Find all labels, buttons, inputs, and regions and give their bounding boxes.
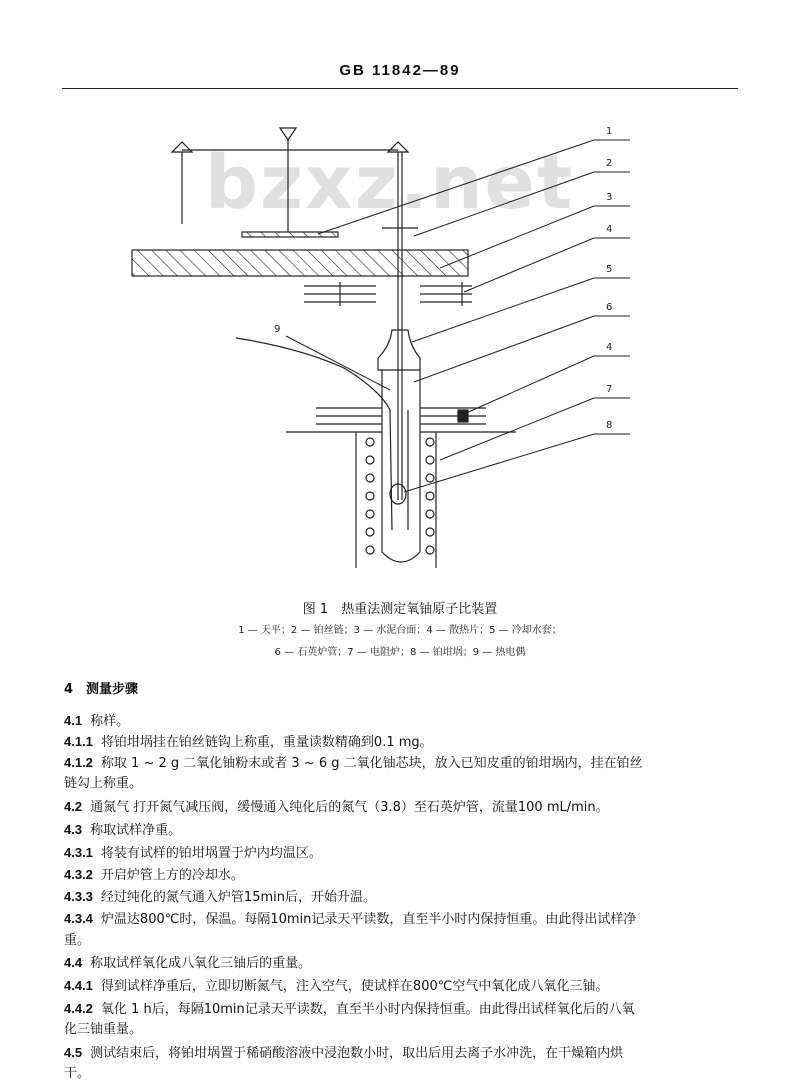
callout-label: 4 bbox=[606, 342, 613, 353]
apparatus-diagram bbox=[120, 120, 640, 600]
step-paragraph-continued: 链勾上称重。 bbox=[64, 776, 143, 791]
callout-label: 2 bbox=[606, 158, 613, 169]
callout-label: 6 bbox=[606, 302, 613, 313]
quartz-tube bbox=[382, 370, 420, 562]
heat-sink-upper bbox=[304, 282, 472, 306]
step-paragraph: 4.3.4 炉温达800℃时，保温。每隔10min记录天平读数，直至半小时内保持恒重。由此得出试样净 bbox=[64, 911, 637, 927]
thermocouple-wire bbox=[236, 338, 392, 530]
resistance-furnace bbox=[286, 432, 516, 568]
callout-label: 8 bbox=[606, 420, 613, 431]
step-paragraph: 4.3.3 经过纯化的氮气通入炉管15min后，开始升温。 bbox=[64, 889, 376, 905]
step-paragraph: 4.3.2 开启炉管上方的冷却水。 bbox=[64, 867, 244, 883]
page-header: GB 11842—89 bbox=[339, 62, 461, 79]
header-rule bbox=[62, 88, 738, 89]
step-paragraph: 4.4 称取试样氧化成八氧化三铀后的重量。 bbox=[64, 955, 312, 971]
heat-sink-lower bbox=[316, 408, 486, 424]
balance-icon bbox=[172, 128, 418, 500]
callout-label: 7 bbox=[606, 384, 613, 395]
step-paragraph-continued: 重。 bbox=[64, 933, 91, 948]
callout-label: 9 bbox=[274, 324, 281, 335]
step-paragraph: 4.2 通氮气 打开氮气减压阀，缓慢通入纯化后的氮气（3.8）至石英炉管，流量100 mL/min。 bbox=[64, 799, 609, 815]
step-paragraph: 4.3.1 将装有试样的铂坩埚置于炉内均温区。 bbox=[64, 845, 322, 861]
step-paragraph: 4.3 称取试样净重。 bbox=[64, 822, 182, 838]
callout-label: 3 bbox=[606, 192, 613, 203]
watermark: bzxz.net bbox=[205, 140, 575, 226]
section-title: 4 测量步骤 bbox=[64, 682, 139, 697]
step-paragraph-continued: 化三铀重量。 bbox=[64, 1022, 143, 1037]
step-paragraph: 4.5 测试结束后，将铂坩埚置于稀硝酸溶液中浸泡数小时，取出后用去离子水冲洗，在干燥箱内烘 bbox=[64, 1045, 624, 1061]
step-paragraph-continued: 干。 bbox=[64, 1066, 91, 1081]
figure-legend-line: 6 — 石英炉管；7 — 电阻炉；8 — 铂坩埚；9 — 热电偶 bbox=[274, 647, 526, 658]
step-paragraph: 4.4.1 得到试样净重后，立即切断氮气，注入空气，使试样在800℃空气中氧化成八氧化三铀。 bbox=[64, 978, 609, 994]
figure-caption: 图 1 热重法测定氧铀原子比装置 bbox=[302, 602, 498, 617]
callout-label: 5 bbox=[606, 264, 613, 275]
step-paragraph: 4.1.1 将铂坩埚挂在铂丝链钩上称重，重量读数精确到0.1 mg。 bbox=[64, 734, 433, 750]
callout-label: 4 bbox=[606, 224, 613, 235]
figure-legend-line: 1 — 天平；2 — 铂丝链；3 — 水泥台面；4 — 散热片；5 — 冷却水套； bbox=[238, 625, 562, 636]
step-paragraph: 4.1 称样。 bbox=[64, 713, 130, 729]
cooling-jacket bbox=[378, 330, 420, 370]
concrete-table bbox=[132, 250, 468, 276]
step-paragraph: 4.4.2 氧化 1 h后，每隔10min记录天平读数，直至半小时内保持恒重。由此得出试样氧化后的八氧 bbox=[64, 1001, 635, 1017]
step-paragraph: 4.1.2 称取 1 ~ 2 g 二氧化铀粉末或者 3 ~ 6 g 二氧化铀芯块，放入已知皮重的铂坩埚内，挂在铂丝 bbox=[64, 755, 643, 771]
callout-label: 1 bbox=[606, 126, 613, 137]
